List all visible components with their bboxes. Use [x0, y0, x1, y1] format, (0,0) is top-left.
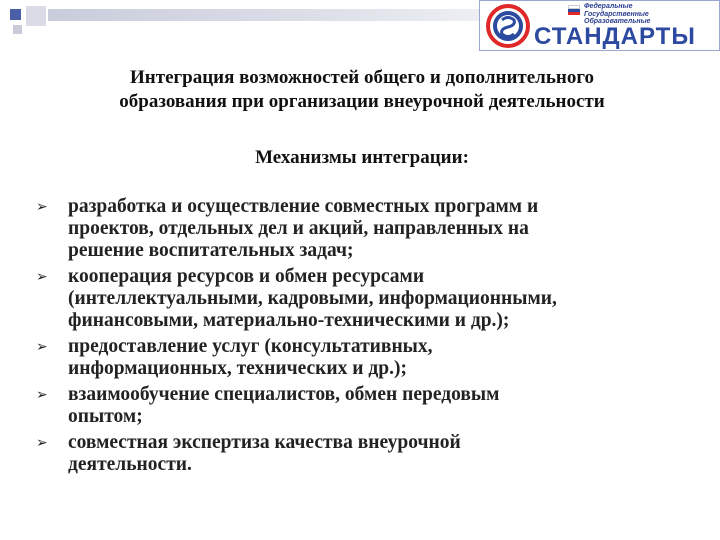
arrowhead-bullet-icon: ➢	[36, 339, 48, 355]
list-item-line: проектов, отдельных дел и акций, направленных на	[68, 218, 529, 239]
slide-subtitle: Механизмы интеграции:	[255, 147, 469, 168]
list-item-line: кооперация ресурсов и обмен ресурсами	[68, 266, 425, 287]
list-item-line: взаимообучение специалистов, обмен передовым	[68, 384, 500, 405]
list-item	[36, 336, 686, 380]
header-stripe	[48, 9, 494, 21]
list-item-line: деятельности.	[68, 454, 192, 475]
list-item	[36, 266, 686, 332]
list-item-line: совместная экспертиза качества внеурочной	[68, 432, 461, 453]
mechanisms-list	[36, 196, 686, 480]
logo-caption-line: Образовательные	[584, 18, 651, 25]
fgos-logo	[479, 0, 720, 51]
list-item-line: разработка и осуществление совместных программ и	[68, 196, 539, 217]
slide-title	[30, 66, 694, 114]
logo-caption-line: Государственные	[584, 10, 649, 18]
arrowhead-bullet-icon: ➢	[36, 387, 48, 403]
decor-square	[26, 6, 46, 26]
slide-title-line: Интеграция возможностей общего и дополнительного	[130, 67, 594, 88]
logo-caption-line: Федеральные	[584, 3, 633, 10]
list-item	[36, 196, 686, 262]
list-item-line: опытом;	[68, 406, 143, 427]
list-item-line: решение воспитательных задач;	[68, 240, 354, 261]
slide-title-line: образования при организации внеурочной деятельности	[119, 91, 605, 112]
list-item-line: информационных, технических и др.);	[68, 358, 407, 379]
fgos-emblem-icon	[484, 3, 532, 49]
logo-wordmark: СТАНДАРТЫ	[534, 23, 696, 50]
list-item-line: (интеллектуальными, кадровыми, информационными,	[68, 288, 557, 309]
arrowhead-bullet-icon: ➢	[36, 199, 48, 215]
decor-square	[13, 25, 22, 34]
list-item	[36, 384, 686, 428]
list-item-line: финансовыми, материально-техническими и др.);	[68, 310, 510, 331]
arrowhead-bullet-icon: ➢	[36, 435, 48, 451]
list-item-line: предоставление услуг (консультативных,	[68, 336, 433, 357]
arrowhead-bullet-icon: ➢	[36, 269, 48, 285]
russian-flag-icon	[568, 5, 580, 14]
decor-square	[10, 9, 21, 20]
list-item	[36, 432, 686, 476]
